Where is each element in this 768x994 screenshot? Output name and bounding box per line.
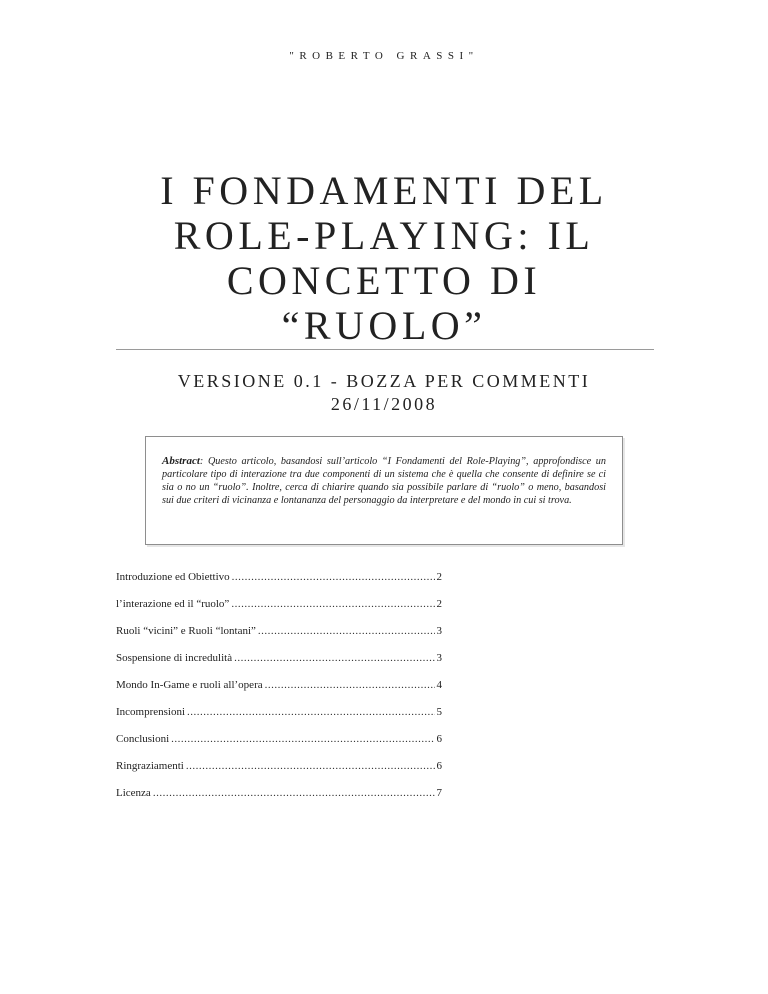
- toc-entry-title: Incomprensioni: [116, 706, 186, 718]
- toc-leader: [187, 706, 434, 719]
- toc-entry-title: Conclusioni: [116, 733, 170, 745]
- abstract-text: : Questo articolo, basandosi sull’articolo “I Fondamenti del Role-Playing”, approfondisce un particolare tipo di interazione tra due componenti di un sistema che è quella che consente di definire se ci sia o no un “ruolo”. Inoltre, cerca di chiarire quando sia possibile parlare di “ruolo” o meno, basandosi sui due criteri di vicinanza e lontananza del personaggio da interpretare e del mondo in cui si trova.: [162, 456, 606, 506]
- toc-entry-title: Licenza: [116, 787, 151, 799]
- version-label: VERSIONE 0.1 - BOZZA PER COMMENTI: [177, 371, 591, 391]
- abstract-paragraph: [162, 455, 606, 507]
- author-header: "ROBERTO GRASSI": [289, 50, 479, 62]
- title-line: CONCETTO DI: [226, 258, 542, 303]
- toc-leader: [265, 679, 435, 692]
- toc-entry-page: 4: [436, 679, 442, 691]
- toc-entry-page: 3: [436, 625, 442, 637]
- toc-leader: [232, 571, 435, 584]
- version-date: 26/11/2008: [330, 394, 438, 414]
- toc-entry[interactable]: [116, 787, 442, 800]
- toc-entry[interactable]: [116, 706, 442, 719]
- toc-entry-page: 3: [436, 652, 442, 664]
- toc-leader: [171, 733, 434, 746]
- table-of-contents: [116, 571, 442, 814]
- toc-leader: [186, 760, 435, 773]
- title-divider: [116, 349, 654, 350]
- toc-entry-page: 6: [436, 733, 442, 745]
- toc-entry-page: 2: [436, 598, 442, 610]
- toc-entry-title: Mondo In-Game e ruoli all’opera: [116, 679, 263, 691]
- toc-leader: [153, 787, 435, 800]
- title-line: “RUOLO”: [281, 303, 487, 348]
- toc-leader: [231, 598, 434, 611]
- toc-entry-title: Ruoli “vicini” e Ruoli “lontani”: [116, 625, 256, 637]
- toc-entry-page: 5: [436, 706, 442, 718]
- document-subtitle: [0, 370, 768, 416]
- toc-entry-page: 7: [436, 787, 442, 799]
- toc-entry-page: 2: [436, 571, 442, 583]
- toc-leader: [258, 625, 435, 638]
- toc-entry[interactable]: [116, 679, 442, 692]
- toc-leader: [234, 652, 434, 665]
- toc-entry[interactable]: [116, 760, 442, 773]
- toc-entry[interactable]: [116, 652, 442, 665]
- document-title: [84, 168, 684, 348]
- toc-entry[interactable]: [116, 733, 442, 746]
- toc-entry[interactable]: [116, 598, 442, 611]
- toc-entry-title: Ringraziamenti: [116, 760, 184, 772]
- toc-entry-title: Sospensione di incredulità: [116, 652, 233, 664]
- toc-entry-title: l’interazione ed il “ruolo”: [116, 598, 230, 610]
- abstract-label: Abstract: [162, 455, 200, 467]
- title-line: ROLE-PLAYING: IL: [173, 213, 595, 258]
- toc-entry[interactable]: [116, 625, 442, 638]
- toc-entry-title: Introduzione ed Obiettivo: [116, 571, 230, 583]
- abstract-box: [145, 436, 623, 545]
- toc-entry[interactable]: [116, 571, 442, 584]
- title-line: I FONDAMENTI DEL: [160, 168, 608, 213]
- toc-entry-page: 6: [436, 760, 442, 772]
